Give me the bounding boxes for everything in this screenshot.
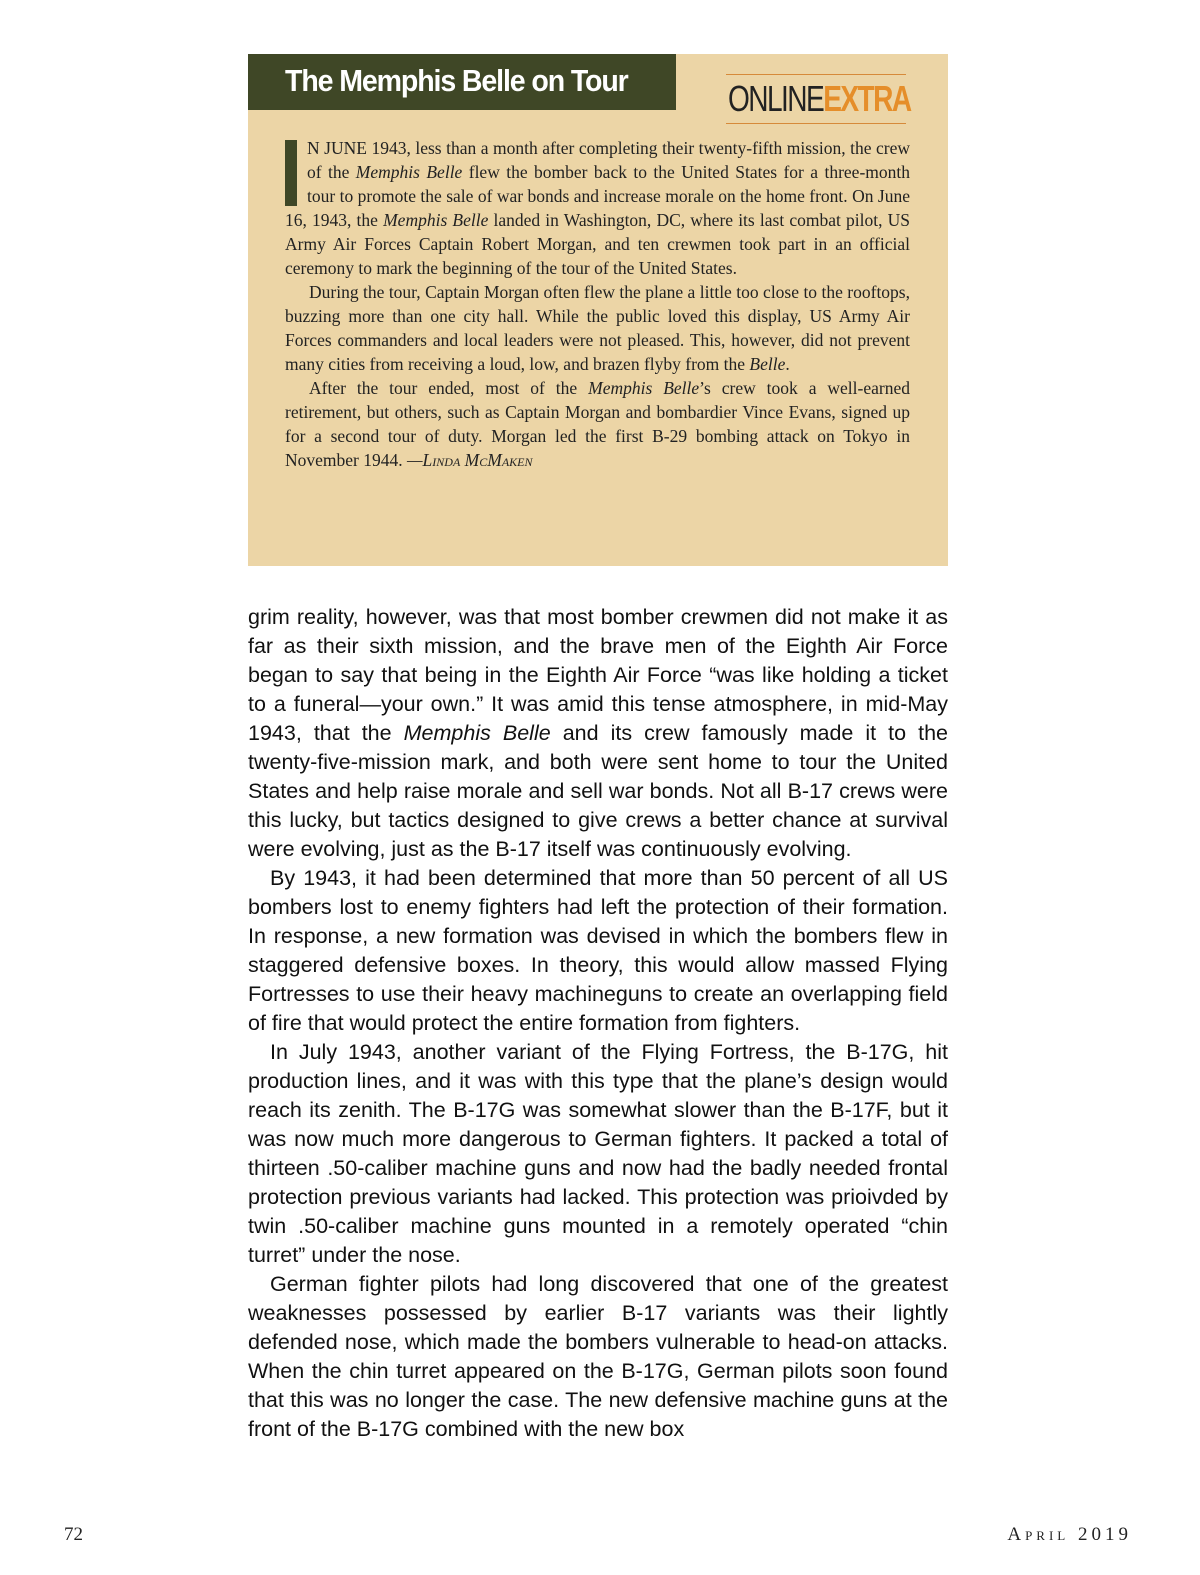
sidebar-title: The Memphis Belle on Tour <box>285 63 628 98</box>
online-extra-badge <box>726 74 911 124</box>
article-paragraph: German fighter pilots had long discovered that one of the greatest weaknesses possessed by earlier B-17 variants was their lightly defended nose, which made the bombers vulnerable to head-on attacks. When the chin turret appeared on the B-17G, German pilots soon found that this was no longer the case. The new defensive machine guns at the front of the B-17G combined with the new box <box>248 1272 948 1441</box>
italic-title: Memphis Belle <box>588 378 700 398</box>
text-run: N JUNE 1943, less than a month after completing their twenty-fifth mission, the crew of the <box>307 138 910 182</box>
article-paragraph: By 1943, it had been determined that more than 50 percent of all US bombers lost to enemy fighters had left the protection of their formation. In response, a new formation was devised in which the bombers flew in staggered defensive boxes. In theory, this would allow massed Flying Fortresses to use their heavy machineguns to create an overlapping field of fire that would protect the entire formation from fighters. <box>248 866 948 1035</box>
author-byline: —Linda McMaken <box>407 450 533 470</box>
sidebar-paragraph <box>285 136 910 280</box>
issue-date: April 2019 <box>1007 1524 1132 1545</box>
online-extra-online: ONLINE <box>728 78 824 119</box>
drop-cap-bar <box>285 140 297 206</box>
text-run: landed in Washington, DC, where its last combat pilot, US Army Air Forces Captain Robert Morgan, and ten crewmen took part in an official ceremony to mark the beginning of the tour of the United States. <box>285 210 910 278</box>
article-body <box>248 603 948 1444</box>
sidebar-body <box>285 136 910 472</box>
sidebar-paragraph <box>285 280 910 376</box>
text-run: ’s crew took a well-earned retirement, but others, such as Captain Morgan and bombardier Vince Evans, signed up for a second tour of duty. Morgan led the first B-29 bombing attack on Tokyo in November 1944. <box>285 378 910 470</box>
page-number: 72 <box>64 1524 83 1545</box>
sidebar-paragraph <box>285 376 910 472</box>
text-run: flew the bomber back to the United States for a three-month tour to promote the sale of war bonds and increase morale on the home front. On June 16, 1943, the <box>285 162 910 230</box>
text-run: grim reality, however, was that most bomber crewmen did not make it as far as their sixth mission, and the brave men of the Eighth Air Force began to say that being in the Eighth Air Force “was like holding a ticket to a funeral—your own.” It was amid this tense atmosphere, in mid-May 1943, that the <box>248 605 948 745</box>
italic-title: Memphis Belle <box>355 162 463 182</box>
sidebar-title-banner <box>248 54 676 110</box>
text-run: and its crew famously made it to the twenty-five-mission mark, and both were sent home to tour the United States and help raise morale and sell war bonds. Not all B-17 crews were this lucky, but tactics designed to give crews a better chance at survival were evolving, just as the B-17 itself was continuously evolving. <box>248 721 949 861</box>
italic-title: Memphis Belle <box>403 721 551 745</box>
text-run: During the tour, Captain Morgan often flew the plane a little too close to the rooftops, buzzing more than one city hall. While the public loved this display, US Army Air Forces commanders and local leaders were not pleased. This, however, did not prevent many cities from receiving a loud, low, and brazen flyby from the <box>285 282 910 374</box>
text-run: . <box>785 354 790 374</box>
sidebar-box <box>248 54 948 566</box>
article-paragraph <box>248 603 948 864</box>
italic-title: Belle <box>749 354 786 374</box>
online-extra-extra: EXTRA <box>823 78 911 119</box>
italic-title: Memphis Belle <box>383 210 489 230</box>
text-run: After the tour ended, most of the <box>309 378 589 398</box>
article-paragraph: In July 1943, another variant of the Flying Fortress, the B-17G, hit production lines, and it was with this type that the plane’s design would reach its zenith. The B-17G was somewhat slower than the B-17F, but it was now much more dangerous to German fighters. It packed a total of thirteen .50-caliber machine guns and now had the badly needed frontal protection previous variants had lacked. This protection was prioivded by twin .50-caliber machine guns mounted in a remotely operated “chin turret” under the nose. <box>248 1040 948 1267</box>
